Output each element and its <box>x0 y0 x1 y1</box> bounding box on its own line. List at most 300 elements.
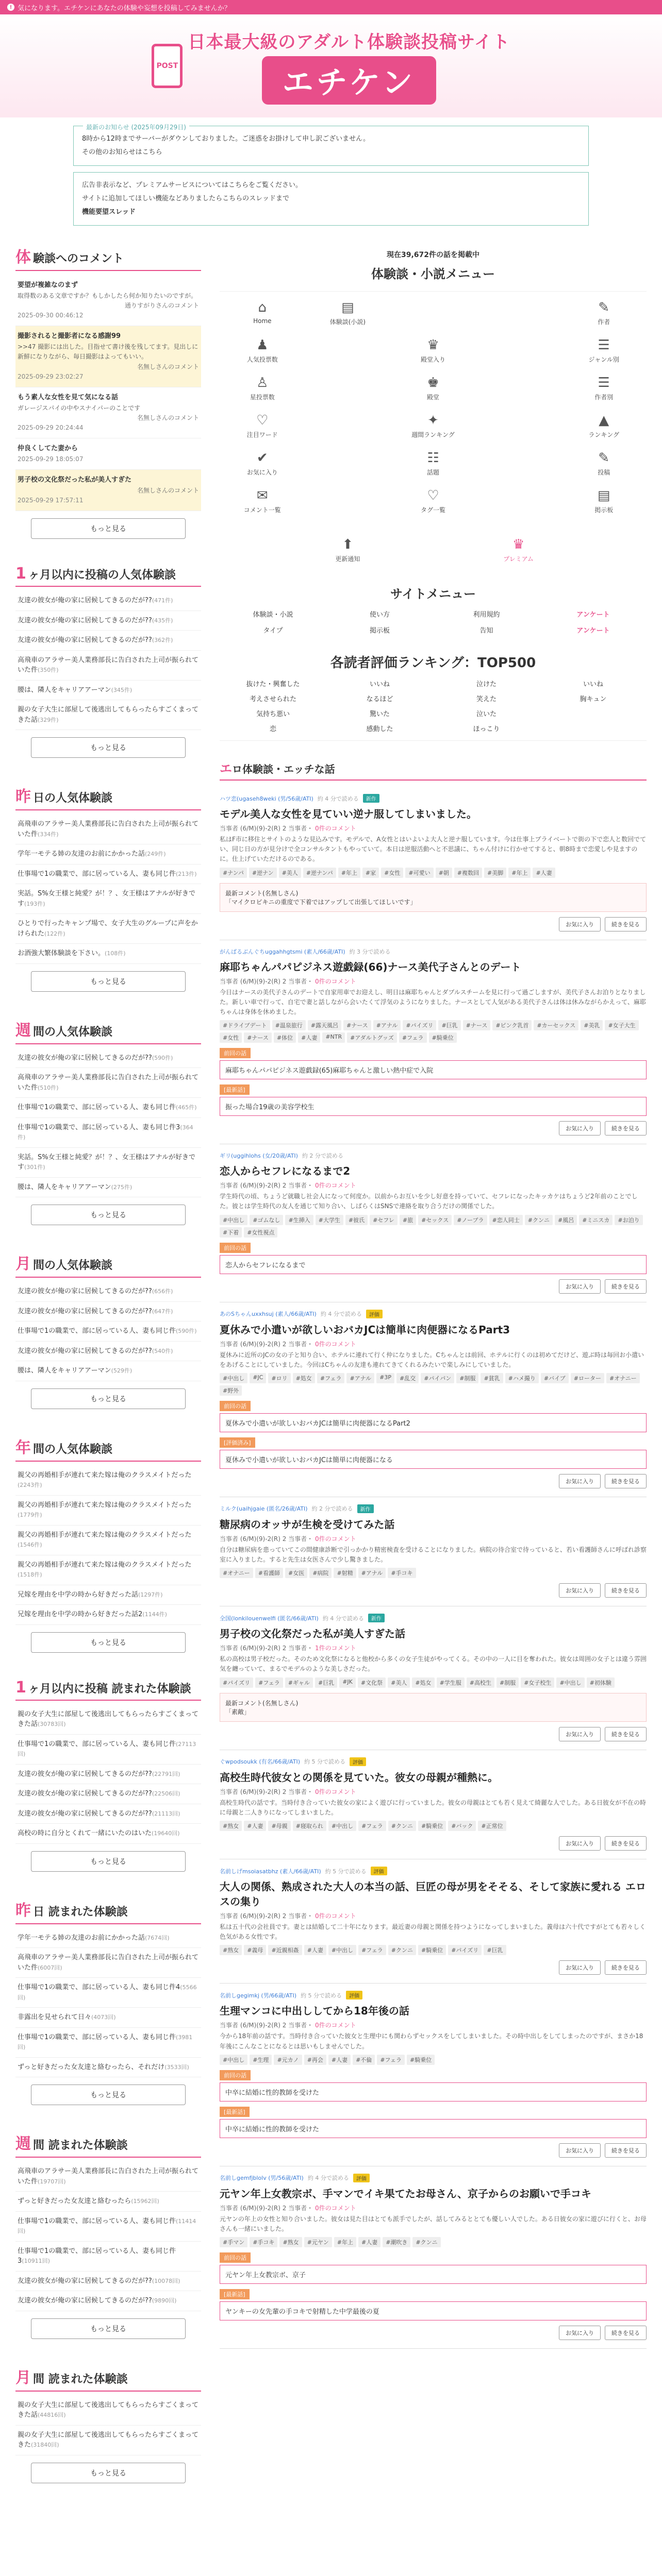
post-tag[interactable]: #再会 <box>304 2055 326 2065</box>
menu-spacer <box>390 523 476 528</box>
post-comment-count[interactable]: 0件のコメント <box>315 1340 356 1348</box>
rank-menu-item[interactable]: 抜けた・興奮した <box>246 681 300 688</box>
ranking-item[interactable] <box>15 1765 201 1785</box>
rank-menu-item[interactable]: 胸キュン <box>580 696 607 703</box>
post-tag[interactable]: #不倫 <box>353 2055 375 2065</box>
menu-item[interactable] <box>561 298 647 328</box>
post-tag[interactable]: #人妻 <box>298 1032 320 1043</box>
post-tag[interactable]: #元ヤン <box>304 2237 332 2247</box>
rank-menu-item[interactable]: いいね <box>583 681 603 688</box>
site-menu-item[interactable]: 告知 <box>479 627 493 635</box>
ranking-item[interactable] <box>15 1555 201 1585</box>
notice-line[interactable]: 8時から12時までサーバーがダウンしておりました。ご迷惑をお掛けして申し訳ございません。 <box>82 135 370 143</box>
favorite-button[interactable]: お気に入り <box>559 2326 601 2340</box>
post-tag[interactable]: #パイズリ <box>403 1020 436 1030</box>
ranking-item[interactable] <box>15 1496 201 1526</box>
related-link[interactable]: ヤンキーの女先輩の手コキで射精した中学最後の夏 <box>220 2301 647 2320</box>
post-tag[interactable]: #女性 <box>381 868 403 878</box>
post-tag[interactable]: #病院 <box>309 1568 332 1578</box>
menu-item[interactable] <box>305 298 391 328</box>
menu-item[interactable] <box>305 535 391 565</box>
post-tag[interactable]: #乱交 <box>396 1373 419 1383</box>
post-tag[interactable]: #制服 <box>496 1677 519 1688</box>
post-author[interactable]: ぐwpodsoukk (有名/66歳/ATI) <box>220 1758 300 1766</box>
post-tag[interactable]: #オナニー <box>220 1568 253 1578</box>
post-tag[interactable]: #ミニスカ <box>579 1215 613 1225</box>
related-link[interactable]: 中卒に結婚に性的教師を受けた <box>220 2119 647 2138</box>
favorite-button[interactable]: お気に入り <box>559 1727 601 1741</box>
ranking-item[interactable] <box>15 2058 201 2078</box>
rank-menu-item[interactable]: 気持ち悪い <box>256 710 290 718</box>
site-logo[interactable] <box>152 28 510 105</box>
post-tag[interactable]: #アナル <box>358 1568 386 1578</box>
ranking-item[interactable] <box>15 2426 201 2455</box>
post-title[interactable]: 恋人からセフレになるまで2 <box>220 1165 351 1178</box>
post-tag[interactable]: #フェラ <box>358 1945 386 1955</box>
post-tag[interactable]: #中出し <box>328 1821 356 1831</box>
more-button[interactable]: もっと見る <box>31 2084 186 2105</box>
post-tag[interactable]: #ロリ <box>268 1373 290 1383</box>
post-comment-count[interactable]: 0件のコメント <box>315 1788 356 1795</box>
post-tag[interactable]: #逆ナン <box>249 868 277 878</box>
related-link[interactable]: 元ヤン年上女教宗ボ、京子 <box>220 2265 647 2284</box>
ranking-item[interactable] <box>15 1321 201 1342</box>
post-author[interactable]: がんばるぶんぐちuggahhgtsmi (素人/66歳/ATI) <box>220 948 345 955</box>
post-tag[interactable]: #アナル <box>346 1373 374 1383</box>
ranking-item[interactable] <box>15 1148 201 1178</box>
favorite-button[interactable]: お気に入り <box>559 1279 601 1294</box>
post-title[interactable]: 男子校の文化祭だった私が美人すぎた話 <box>220 1628 405 1640</box>
site-menu-item[interactable]: 利用規約 <box>473 611 500 619</box>
post-author[interactable]: 全国(lonkilouenwelfi (匿名/66歳/ATI) <box>220 1615 319 1622</box>
post-tag[interactable]: #ドライブデート <box>220 1020 270 1030</box>
more-button[interactable]: もっと見る <box>31 1632 186 1653</box>
related-link[interactable]: 恋人からセフレになるまで <box>220 1255 647 1274</box>
post-tag[interactable]: #中出し <box>220 1373 247 1383</box>
post-tag[interactable]: #処女 <box>293 1373 315 1383</box>
post-tag[interactable]: #温泉旅行 <box>272 1020 306 1030</box>
post-author[interactable]: ミルク(uaihjgaie (匿名/26歳/ATI) <box>220 1505 308 1513</box>
ranking-item[interactable] <box>15 1705 201 1735</box>
post-tag[interactable]: #熟女 <box>220 1945 242 1955</box>
post-title[interactable]: 夏休みで小遣いが欲しいおバカJCは簡単に肉便器になるPart3 <box>220 1323 510 1336</box>
post-tag[interactable]: #可愛い <box>405 868 433 878</box>
read-more-button[interactable]: 続きを見る <box>605 1474 647 1488</box>
post-tag[interactable]: #騎乗位 <box>418 1945 446 1955</box>
post-tag[interactable]: #フェラ <box>377 2055 405 2065</box>
read-more-button[interactable]: 続きを見る <box>605 917 647 931</box>
post-tag[interactable]: #年上 <box>334 2237 356 2247</box>
post-tag[interactable]: #女子大生 <box>605 1020 638 1030</box>
favorite-button[interactable]: お気に入り <box>559 1583 601 1598</box>
site-menu-item[interactable]: 掲示板 <box>369 627 390 635</box>
ranking-item[interactable] <box>15 914 201 944</box>
comment-item[interactable] <box>15 387 201 438</box>
ranking-item[interactable] <box>15 1282 201 1302</box>
post-tag[interactable]: #生挿入 <box>285 1215 313 1225</box>
ranking-item[interactable] <box>15 2008 201 2028</box>
menu-item[interactable] <box>561 448 647 479</box>
notice-line[interactable]: サイトに追加してほしい機能などありましたらこちらのスレッドまで <box>82 195 289 202</box>
post-tag[interactable]: #ノーブラ <box>454 1215 487 1225</box>
post-tag[interactable]: #パイズリ <box>220 1677 253 1688</box>
ranking-item[interactable] <box>15 2242 201 2272</box>
post-tag[interactable]: #彼氏 <box>345 1215 368 1225</box>
ranking-item-title: 仕事場で1の職業で、部に居っている人、妻も同じ件3 <box>18 2247 176 2265</box>
post-tag[interactable]: #騎乗位 <box>429 1032 457 1043</box>
post-tag[interactable]: #お泊り <box>615 1215 642 1225</box>
rank-menu-item[interactable]: 恋 <box>269 725 276 733</box>
notice-line[interactable]: 広告非表示など、プレミアムサービスについてはこちらをご覧ください。 <box>82 181 303 189</box>
post-tag[interactable]: #人妻 <box>304 1945 326 1955</box>
post-tag[interactable]: #クンニ <box>412 2237 440 2247</box>
post-tag[interactable]: #ナース <box>244 1032 272 1043</box>
more-button[interactable]: もっと見る <box>31 2463 186 2483</box>
post-author[interactable]: ギリ(uggihlohs (女/20歳/ATI) <box>220 1153 298 1160</box>
comment-item[interactable] <box>15 438 201 470</box>
post-tag[interactable]: #学生服 <box>437 1677 465 1688</box>
post-tag[interactable]: #年上 <box>508 868 531 878</box>
post-comment-count[interactable]: 1件のコメント <box>315 1645 356 1652</box>
post-tag[interactable]: #義母 <box>244 1945 266 1955</box>
post-tag[interactable]: #3P <box>376 1373 394 1383</box>
ranking-item[interactable] <box>15 1302 201 1322</box>
post-tag[interactable]: #ナース <box>343 1020 371 1030</box>
post-comment-count[interactable]: 0件のコメント <box>315 2204 356 2212</box>
read-more-button[interactable]: 続きを見る <box>605 1960 647 1975</box>
rank-menu-item[interactable]: なるほど <box>366 696 393 703</box>
ranking-item[interactable] <box>15 944 201 964</box>
ranking-item[interactable] <box>15 1605 201 1625</box>
post-tag[interactable]: #近親相姦 <box>268 1945 302 1955</box>
post-tag[interactable]: #制服 <box>456 1373 478 1383</box>
rank-menu-item[interactable]: 考えさせられた <box>249 696 296 703</box>
post-tag[interactable]: #露天風呂 <box>308 1020 341 1030</box>
post-tag[interactable]: #クンニ <box>388 1821 416 1831</box>
post-comment-count[interactable]: 0件のコメント <box>315 2022 356 2029</box>
post-tag[interactable]: #初体験 <box>587 1677 615 1688</box>
post-tag[interactable]: #手コキ <box>250 2237 277 2247</box>
post-tag[interactable]: #年上 <box>338 868 360 878</box>
post-tag[interactable]: #貧乳 <box>481 1373 503 1383</box>
ranking-item[interactable] <box>15 2212 201 2242</box>
post-tag[interactable]: #母親 <box>268 1821 290 1831</box>
related-link[interactable]: 夏休みで小遣いが欲しいおバカJCは簡単に肉便器になるPart2 <box>220 1413 647 1432</box>
rank-menu-item[interactable]: 驚いた <box>369 710 390 718</box>
post-tag[interactable]: #野外 <box>220 1385 242 1396</box>
read-more-button[interactable]: 続きを見る <box>605 2326 647 2340</box>
post-tag[interactable]: #JC <box>250 1373 266 1383</box>
read-more-button[interactable]: 続きを見る <box>605 2143 647 2158</box>
post-comment-count[interactable]: 0件のコメント <box>315 1912 356 1920</box>
post-title[interactable]: 生理マンコに中出ししてから18年後の話 <box>220 2005 409 2018</box>
ranking-item[interactable] <box>15 1048 201 1069</box>
post-title[interactable]: 元ヤン年上女教宗ボ、手マンでイキ果てたお母さん、京子からのお願いで手コキ <box>220 2187 591 2200</box>
post-tag[interactable]: #セフレ <box>370 1215 398 1225</box>
post-tag[interactable]: #フェラ <box>255 1677 283 1688</box>
menu-item[interactable] <box>220 298 305 328</box>
post-tag[interactable]: #体位 <box>274 1032 296 1043</box>
comment-item[interactable] <box>15 470 201 511</box>
menu-item[interactable] <box>561 411 647 441</box>
related-link[interactable]: 夏休みで小遣いが欲しいおバカJCは簡単に肉便器になる <box>220 1450 647 1469</box>
more-button[interactable]: もっと見る <box>31 737 186 758</box>
read-more-button[interactable]: 続きを見る <box>605 1727 647 1741</box>
favorite-button[interactable]: お気に入り <box>559 2143 601 2158</box>
post-tag[interactable]: #ローター <box>571 1373 604 1383</box>
post-tag[interactable]: #ピンク乳首 <box>492 1020 532 1030</box>
post-tag[interactable]: #JK <box>339 1677 356 1688</box>
menu-item[interactable] <box>390 486 476 516</box>
post-tag[interactable]: #中出し <box>328 1945 356 1955</box>
post-tag[interactable]: #手コキ <box>388 1568 416 1578</box>
post-tag[interactable]: #フェラ <box>317 1373 345 1383</box>
post-tag[interactable]: #カーセックス <box>534 1020 578 1030</box>
ranking-item[interactable] <box>15 865 201 885</box>
ranking-item[interactable] <box>15 815 201 844</box>
menu-item[interactable] <box>561 335 647 366</box>
post-tag[interactable]: #寝取られ <box>293 1821 326 1831</box>
post-tag[interactable]: #ギャル <box>285 1677 313 1688</box>
related-link[interactable]: 振った場合19歳の美容学校生 <box>220 1097 647 1116</box>
menu-item[interactable] <box>390 335 476 366</box>
post-title[interactable]: モデル美人な女性を見ていい逆ナ服してしまいました。 <box>220 808 477 820</box>
post-tag[interactable]: #フェラ <box>399 1032 427 1043</box>
menu-item[interactable] <box>220 486 305 516</box>
post-tag[interactable]: #風呂 <box>555 1215 577 1225</box>
rank-menu-item[interactable]: 泣けた <box>476 681 496 688</box>
post-tag[interactable]: #騎乗位 <box>418 1821 446 1831</box>
post-tag[interactable]: #処女 <box>412 1677 434 1688</box>
menu-item[interactable] <box>561 486 647 516</box>
ranking-item[interactable] <box>15 884 201 914</box>
ranking-item[interactable] <box>15 1098 201 1118</box>
rank-menu-item[interactable]: 感動した <box>366 725 393 733</box>
site-menu-item[interactable]: タイプ <box>263 627 283 635</box>
menu-item[interactable] <box>220 411 305 441</box>
post-tag[interactable]: #クンニ <box>525 1215 553 1225</box>
ranking-item[interactable] <box>15 844 201 865</box>
more-button[interactable]: もっと見る <box>31 1851 186 1872</box>
post-tag[interactable]: #バック <box>448 1821 476 1831</box>
post-comment-count[interactable]: 0件のコメント <box>315 977 356 985</box>
post-tag[interactable]: #美脚 <box>484 868 506 878</box>
ranking-item[interactable] <box>15 1928 201 1948</box>
post-tag[interactable]: #朝 <box>436 868 452 878</box>
post-tag[interactable]: #旅 <box>400 1215 416 1225</box>
post-tag[interactable]: #中出し <box>220 1215 247 1225</box>
post-tag[interactable]: #パイズリ <box>448 1945 482 1955</box>
site-menu-item[interactable]: 使い方 <box>369 611 390 619</box>
more-comments-button[interactable]: もっと見る <box>31 518 186 539</box>
post-tag[interactable]: #看護師 <box>255 1568 283 1578</box>
more-button[interactable]: もっと見る <box>31 1388 186 1409</box>
post-tag[interactable]: #ゴムなし <box>250 1215 283 1225</box>
post-title[interactable]: 大人の関係、熟成された大人の本当の話、巨匠の母が男をそそる、そして家族に愛れる エロスの集り <box>220 1880 646 1908</box>
post-title[interactable]: 糖尿病のオッサが生検を受けてみた話 <box>220 1518 395 1531</box>
read-more-button[interactable]: 続きを見る <box>605 1583 647 1598</box>
ranking-item[interactable] <box>15 2291 201 2311</box>
more-button[interactable]: もっと見る <box>31 971 186 992</box>
post-tag[interactable]: #女医 <box>285 1568 307 1578</box>
post-author[interactable]: 名前しgegimkj (男/66歳/ATI) <box>220 1992 297 1999</box>
rank-menu-item[interactable]: 泣いた <box>476 710 496 718</box>
post-tag[interactable]: #美人 <box>388 1677 410 1688</box>
post-tag[interactable]: #人妻 <box>244 1821 266 1831</box>
post-tag[interactable]: #美乳 <box>581 1020 603 1030</box>
post-tag[interactable]: #美人 <box>279 868 301 878</box>
ranking-item[interactable] <box>15 2192 201 2212</box>
notice-link[interactable]: 機能要望スレッド <box>82 208 136 216</box>
menu-spacer <box>305 448 391 479</box>
related-link[interactable]: 中卒に結婚に性的教師を受けた <box>220 2082 647 2102</box>
post-tag[interactable]: #人妻 <box>328 2055 351 2065</box>
post-tag[interactable]: #恋人同士 <box>489 1215 523 1225</box>
ranking-item[interactable] <box>15 1978 201 2008</box>
ranking-item[interactable] <box>15 1585 201 1605</box>
post-comment-count[interactable]: 0件のコメント <box>315 1535 356 1543</box>
post-comment-count[interactable]: 0件のコメント <box>315 825 356 832</box>
post-tag[interactable]: #クンニ <box>388 1945 416 1955</box>
post-tag[interactable]: #下着 <box>220 1227 242 1238</box>
ranking-item[interactable] <box>15 591 201 611</box>
post-tag[interactable]: #セックス <box>418 1215 452 1225</box>
notice-line[interactable]: その他のお知らせはこちら <box>82 148 162 156</box>
ranking-item[interactable] <box>15 2162 201 2192</box>
favorite-button[interactable]: お気に入り <box>559 1960 601 1975</box>
post-tag[interactable]: #女性視点 <box>244 1227 277 1238</box>
menu-item[interactable] <box>220 373 305 403</box>
menu-item-label: 投稿 <box>598 469 610 476</box>
post-author[interactable]: 名前しgemfjblolv (男/56歳/ATI) <box>220 2175 304 2182</box>
ranking-item[interactable] <box>15 1804 201 1824</box>
post-title[interactable]: 麻耶ちゃんパパピジネス遊戯録(66)ナース美代子さんとのデート <box>220 960 521 973</box>
post-tag[interactable]: #逆ナンパ <box>303 868 336 878</box>
ranking-item[interactable] <box>15 1824 201 1844</box>
read-more-button[interactable]: 続きを見る <box>605 1836 647 1851</box>
ranking-item[interactable] <box>15 1526 201 1555</box>
ranking-item[interactable] <box>15 611 201 631</box>
post-tag[interactable]: #家 <box>362 868 379 878</box>
menu-item[interactable] <box>390 373 476 403</box>
post-tag[interactable]: #バイブ <box>541 1373 569 1383</box>
comment-list <box>15 275 201 511</box>
more-button[interactable]: もっと見る <box>31 2318 186 2339</box>
post-tag[interactable]: #アダルトグッズ <box>347 1032 397 1043</box>
post-author[interactable]: ハツ恋(ugaseh8weki (男/56歳/ATI) <box>220 795 313 802</box>
ranking-item[interactable] <box>15 700 201 730</box>
ranking-item[interactable] <box>15 631 201 651</box>
post-tag[interactable]: #巨乳 <box>484 1945 506 1955</box>
read-more-button[interactable]: 続きを見る <box>605 1121 647 1136</box>
menu-item[interactable] <box>390 448 476 479</box>
post-tag[interactable]: #パイパン <box>421 1373 454 1383</box>
comment-item[interactable] <box>15 275 201 326</box>
menu-item[interactable] <box>220 335 305 366</box>
post-tag[interactable]: #女性 <box>220 1032 242 1043</box>
favorite-button[interactable]: お気に入り <box>559 917 601 931</box>
ranking-item[interactable] <box>15 651 201 681</box>
favorite-button[interactable]: お気に入り <box>559 1121 601 1136</box>
post-tag[interactable]: #人妻 <box>358 2237 380 2247</box>
site-menu-item[interactable]: アンケート <box>576 627 610 635</box>
post-tag[interactable]: #ナンパ <box>220 868 247 878</box>
ranking-item[interactable] <box>15 1068 201 1098</box>
rank-menu-item[interactable]: ほっこり <box>473 725 500 733</box>
post-tag[interactable]: #中出し <box>220 2055 247 2065</box>
comment-item[interactable] <box>15 326 201 387</box>
post-tag[interactable]: #手マン <box>220 2237 247 2247</box>
post-tag[interactable]: #アナル <box>373 1020 401 1030</box>
post-tag[interactable]: #高校生 <box>467 1677 494 1688</box>
read-more-button[interactable]: 続きを見る <box>605 1279 647 1294</box>
ranking-item[interactable] <box>15 1342 201 1362</box>
rank-menu-item[interactable]: いいね <box>369 681 390 688</box>
post-tag[interactable]: #オナニー <box>606 1373 640 1383</box>
ranking-item[interactable] <box>15 1361 201 1381</box>
related-link[interactable]: 麻耶ちゃんパパピジネス遊戯録(65)麻耶ちゃんと激しい熱中症で入院 <box>220 1060 647 1079</box>
ranking-item[interactable] <box>15 1466 201 1496</box>
post-tag[interactable]: #生理 <box>250 2055 272 2065</box>
post-title[interactable]: 高校生時代彼女との関係を見ていた。彼女の母親が種熱に。 <box>220 1771 498 1784</box>
menu-item[interactable] <box>476 535 561 565</box>
post-author[interactable]: あのSちゃんuxxhsuj (素人/66歳/ATI) <box>220 1311 317 1317</box>
ranking-item[interactable] <box>15 1735 201 1765</box>
ranking-item[interactable] <box>15 2028 201 2058</box>
ranking-item[interactable] <box>15 681 201 701</box>
menu-item[interactable] <box>561 373 647 403</box>
post-tag[interactable]: #女子校生 <box>521 1677 554 1688</box>
post-tag[interactable]: #巨乳 <box>315 1677 337 1688</box>
post-tag[interactable]: #大学生 <box>316 1215 343 1225</box>
post-tag[interactable]: #熟女 <box>279 2237 302 2247</box>
site-menu-item[interactable]: アンケート <box>576 611 610 619</box>
more-button[interactable]: もっと見る <box>31 1205 186 1225</box>
post-tag[interactable]: #潮吹き <box>383 2237 410 2247</box>
ranking-item[interactable] <box>15 1178 201 1198</box>
site-menu-item[interactable]: 体験談・小説 <box>253 611 293 619</box>
post-tag[interactable]: #熟女 <box>220 1821 242 1831</box>
ranking-item[interactable] <box>15 2396 201 2426</box>
top-notice-bar[interactable] <box>0 0 662 14</box>
post-tag[interactable]: #フェラ <box>358 1821 386 1831</box>
post-tag[interactable]: #文化祭 <box>358 1677 386 1688</box>
post-tag[interactable]: #複数回 <box>454 868 482 878</box>
post-tag[interactable]: #元カノ <box>274 2055 302 2065</box>
favorite-button[interactable]: お気に入り <box>559 1836 601 1851</box>
post-tag[interactable]: #騎乗位 <box>407 2055 435 2065</box>
post-tag[interactable]: #射精 <box>334 1568 356 1578</box>
ranking-item[interactable] <box>15 2272 201 2292</box>
post-tag[interactable]: #ナース <box>463 1020 491 1030</box>
post-tag[interactable]: #巨乳 <box>438 1020 460 1030</box>
post-tag[interactable]: #人妻 <box>533 868 555 878</box>
menu-item[interactable] <box>220 448 305 479</box>
ranking-item[interactable] <box>15 1118 201 1148</box>
rank-menu-item[interactable]: 笑えた <box>476 696 496 703</box>
post-tag[interactable]: #NTR <box>322 1032 345 1043</box>
ranking-item[interactable] <box>15 1784 201 1804</box>
ranking-item[interactable] <box>15 1948 201 1978</box>
post-tag[interactable]: #正常位 <box>478 1821 506 1831</box>
post-comment-count[interactable]: 0件のコメント <box>315 1182 356 1190</box>
post-buttons <box>220 1583 647 1598</box>
menu-item[interactable] <box>390 411 476 441</box>
post-author[interactable]: 名前しげmsoiasatbhz (素人/66歳/ATI) <box>220 1868 321 1875</box>
favorite-button[interactable]: お気に入り <box>559 1474 601 1488</box>
post-tag[interactable]: #ハメ撮り <box>505 1373 539 1383</box>
post-tag[interactable]: #中出し <box>556 1677 584 1688</box>
